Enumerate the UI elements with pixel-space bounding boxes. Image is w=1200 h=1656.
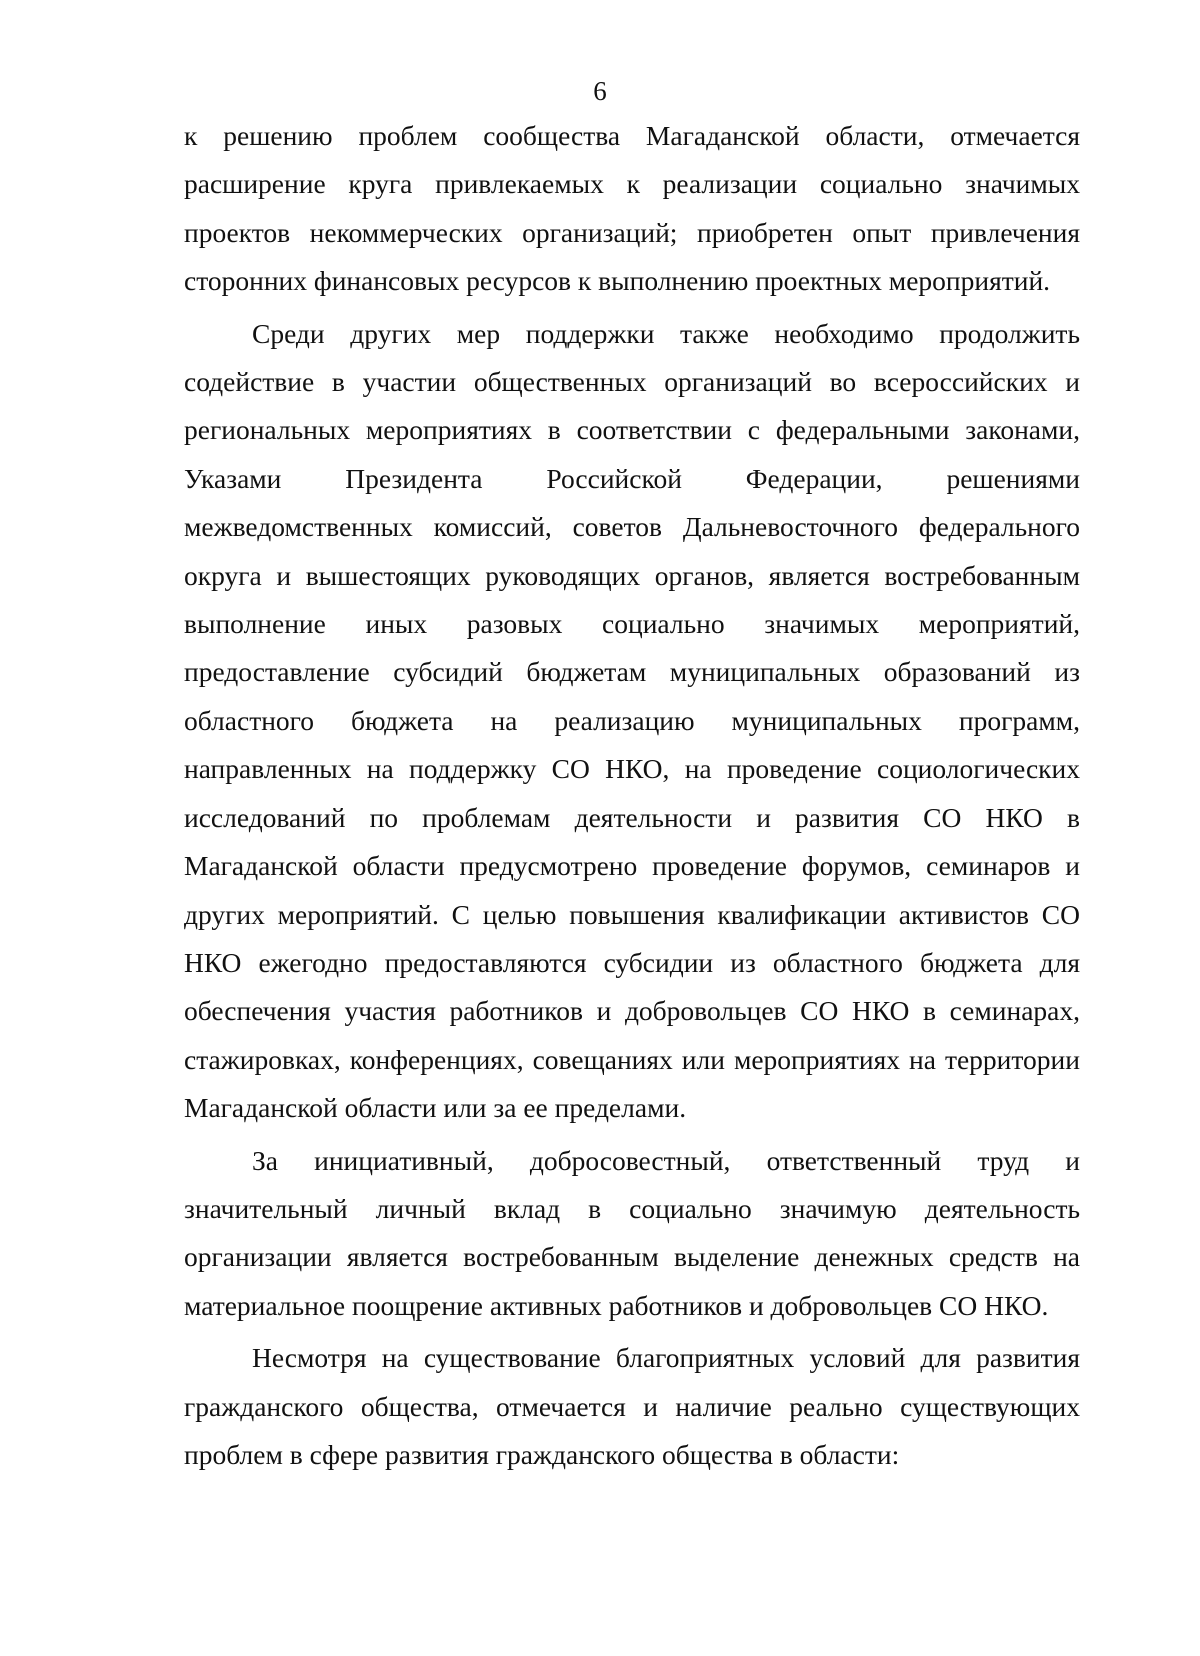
paragraph-3: За инициативный, добросовестный, ответственный труд и значительный личный вклад в социально значимую деятельность организации является востребованным выделение денежных средств на материальное поощрение активных работников и добровольцев СО НКО. — [184, 1144, 1080, 1321]
paragraph-4: Несмотря на существование благоприятных условий для развития гражданского общества, отмечается и наличие реально существующих проблем в сфере развития гражданского общества в области: — [184, 1342, 1080, 1470]
document-body — [184, 112, 1080, 1479]
paragraph-2: Среди других мер поддержки также необходимо продолжить содействие в участии общественных организаций во всероссийских и региональных мероприятиях в соответствии с федеральными законами, Указами Президента Российской Федерации, решениями межведомственных комиссий, советов Дальневосточного федерального округа и вышестоящих руководящих органов, является востребованным выполнение иных разовых социально значимых мероприятий, предоставление субсидий бюджетам муниципальных образований из областного бюджета на реализацию муниципальных программ, направленных на поддержку СО НКО, на проведение социологических исследований по проблемам деятельности и развития СО НКО в Магаданской области предусмотрено проведение форумов, семинаров и других мероприятий. С целью повышения квалификации активистов СО НКО ежегодно предоставляются субсидии из областного бюджета для обеспечения участия работников и добровольцев СО НКО в семинарах, стажировках, конференциях, совещаниях или мероприятиях на территории Магаданской области или за ее пределами. — [184, 317, 1080, 1124]
paragraph-1: к решению проблем сообщества Магаданской области, отмечается расширение круга привлекаемых к реализации социально значимых проектов некоммерческих организаций; приобретен опыт привлечения сторонних финансовых ресурсов к выполнению проектных мероприятий. — [184, 120, 1080, 297]
page-number: 6 — [593, 76, 607, 106]
